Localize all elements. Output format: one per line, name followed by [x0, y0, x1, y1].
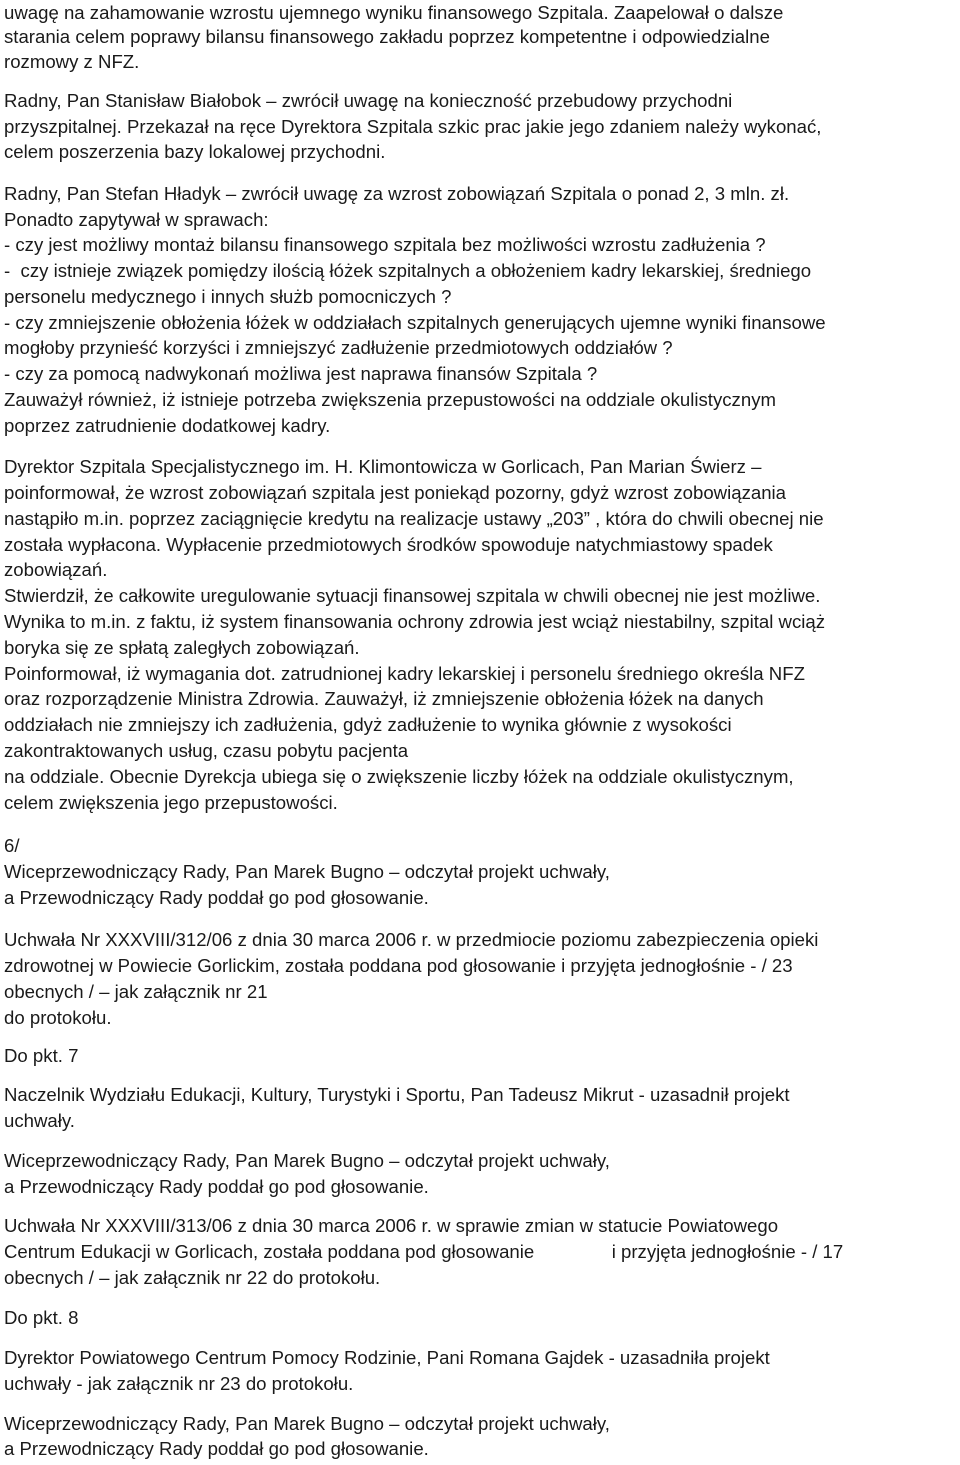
- text-line: Stwierdził, że całkowite uregulowanie sytuacji finansowej szpitala w chwili obecnej nie jest możliwe.: [4, 585, 821, 606]
- text-line: - czy zmniejszenie obłożenia łóżek w oddziałach szpitalnych generujących ujemne wyniki finansowe: [4, 312, 826, 333]
- text-line: - czy jest możliwy montaż bilansu finansowego szpitala bez możliwości wzrostu zadłużenia ?: [4, 234, 766, 255]
- text-line: Zauważył również, iż istnieje potrzeba zwiększenia przepustowości na oddziale okulistycznym: [4, 389, 776, 410]
- text-line: na oddziale. Obecnie Dyrekcja ubiega się o zwiększenie liczby łóżek na oddziale okulistycznym,: [4, 766, 794, 787]
- text-line: mogłoby przynieść korzyści i zmniejszyć zadłużenie przedmiotowych oddziałów ?: [4, 337, 673, 358]
- text-line: zakontraktowanych usług, czasu pobytu pacjenta: [4, 740, 409, 761]
- text-line: Wynika to m.in. z faktu, iż system finansowania ochrony zdrowia jest wciąż niestabilny, szpital wciąż: [4, 611, 826, 632]
- text-line: Wiceprzewodniczący Rady, Pan Marek Bugno – odczytał projekt uchwały,: [4, 1150, 610, 1171]
- text-line: Poinformował, iż wymagania dot. zatrudnionej kadry lekarskiej i personelu średniego określa NFZ: [4, 663, 805, 684]
- text-line: personelu medycznego i innych służb pomocniczych ?: [4, 286, 452, 307]
- text-line: Centrum Edukacji w Gorlicach, została poddana pod głosowanie i przyjęta jednogłośnie - / 17: [4, 1241, 844, 1262]
- text-line: została wypłacona. Wypłacenie przedmiotowych środków spowoduje natychmiastowy spadek: [4, 534, 773, 555]
- text-line: nastąpiło m.in. poprzez zaciągnięcie kredytu na realizacje ustawy „203” , która do chwili obecnej nie: [4, 508, 824, 529]
- text-line: poinformował, że wzrost zobowiązań szpitala jest poniekąd pozorny, gdyż wzrost zobowiązania: [4, 482, 787, 503]
- text-line: - czy istnieje związek pomiędzy ilością łóżek szpitalnych a obłożeniem kadry lekarskiej, średniego: [4, 260, 812, 281]
- text-line: boryka się ze spłatą zaległych zobowiązań.: [4, 637, 360, 658]
- text-line: oddziałach nie zmniejszy ich zadłużenia, gdyż zadłużenie to wynika głównie z wysokości: [4, 714, 732, 735]
- text-line: uchwały - jak załącznik nr 23 do protokołu.: [4, 1373, 354, 1394]
- text-line: a Przewodniczący Rady poddał go pod głosowanie.: [4, 887, 429, 908]
- text-line: rozmowy z NFZ.: [4, 51, 140, 72]
- text-line: obecnych / – jak załącznik nr 21: [4, 981, 268, 1002]
- section-heading: Do pkt. 8: [4, 1307, 79, 1328]
- text-line: przyszpitalnej. Przekazał na ręce Dyrektora Szpitala szkic prac jakie jego zdaniem należy wykonać,: [4, 116, 822, 137]
- text-line: zdrowotnej w Powiecie Gorlickim, została poddana pod głosowanie i przyjęta jednogłośnie - / 23: [4, 955, 793, 976]
- text-line: celem poszerzenia bazy lokalowej przychodni.: [4, 141, 386, 162]
- text-line: zobowiązań.: [4, 559, 108, 580]
- text-line: starania celem poprawy bilansu finansowego zakładu poprzez kompetentne i odpowiedzialne: [4, 26, 770, 47]
- text-line: poprzez zatrudnienie dodatkowej kadry.: [4, 415, 331, 436]
- text-line: Wiceprzewodniczący Rady, Pan Marek Bugno – odczytał projekt uchwały,: [4, 861, 610, 882]
- text-line: Radny, Pan Stefan Hładyk – zwrócił uwagę za wzrost zobowiązań Szpitala o ponad 2, 3 mln. zł.: [4, 183, 790, 204]
- text-line: Dyrektor Powiatowego Centrum Pomocy Rodzinie, Pani Romana Gajdek - uzasadniła projekt: [4, 1347, 770, 1368]
- text-line: Ponadto zapytywał w sprawach:: [4, 209, 269, 230]
- text-line: do protokołu.: [4, 1007, 112, 1028]
- text-line: celem zwiększenia jego przepustowości.: [4, 792, 338, 813]
- section-heading: Do pkt. 7: [4, 1045, 79, 1066]
- text-line: Wiceprzewodniczący Rady, Pan Marek Bugno – odczytał projekt uchwały,: [4, 1413, 610, 1434]
- text-line: oraz rozporządzenie Ministra Zdrowia. Zauważył, iż zmniejszenie obłożenia łóżek na danych: [4, 688, 764, 709]
- text-line: uchwały.: [4, 1110, 75, 1131]
- text-line: Uchwała Nr XXXVIII/313/06 z dnia 30 marca 2006 r. w sprawie zmian w statucie Powiatowego: [4, 1215, 779, 1236]
- text-line: Radny, Pan Stanisław Białobok – zwrócił uwagę na konieczność przebudowy przychodni: [4, 90, 733, 111]
- text-line: - czy za pomocą nadwykonań możliwa jest naprawa finansów Szpitala ?: [4, 363, 598, 384]
- text-line: obecnych / – jak załącznik nr 22 do protokołu.: [4, 1267, 381, 1288]
- text-line: 6/: [4, 835, 20, 856]
- text-line: Uchwała Nr XXXVIII/312/06 z dnia 30 marca 2006 r. w przedmiocie poziomu zabezpieczenia opieki: [4, 929, 819, 950]
- text-line: Naczelnik Wydziału Edukacji, Kultury, Turystyki i Sportu, Pan Tadeusz Mikrut - uzasadnił projekt: [4, 1084, 790, 1105]
- text-line: a Przewodniczący Rady poddał go pod głosowanie.: [4, 1438, 429, 1459]
- text-line: Dyrektor Szpitala Specjalistycznego im. H. Klimontowicza w Gorlicach, Pan Marian Świerz –: [4, 456, 762, 477]
- text-line: uwagę na zahamowanie wzrostu ujemnego wyniku finansowego Szpitala. Zaapelował o dalsze: [4, 2, 784, 23]
- text-line: a Przewodniczący Rady poddał go pod głosowanie.: [4, 1176, 429, 1197]
